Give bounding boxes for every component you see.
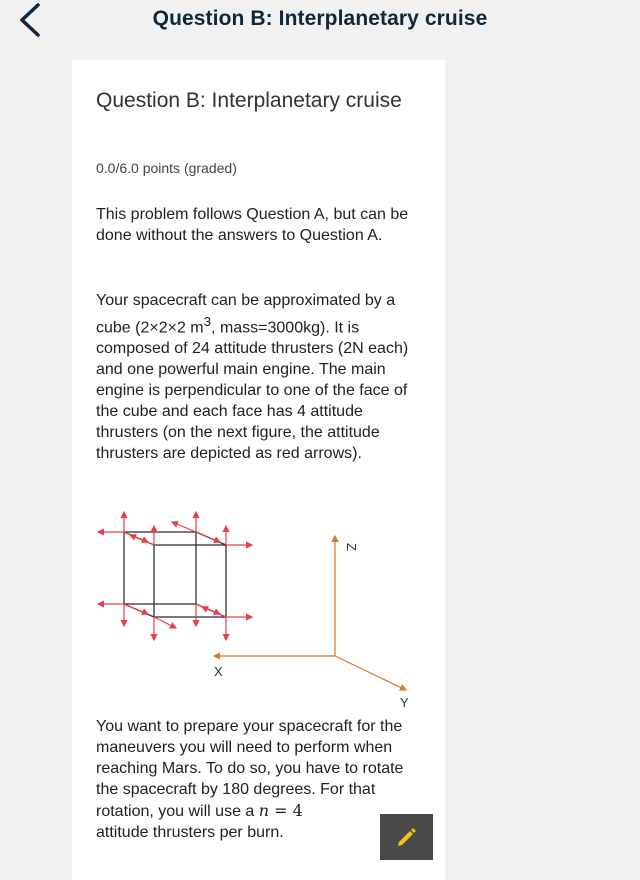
thruster-arrow	[130, 535, 154, 545]
page-title: Question B: Interplanetary cruise	[152, 7, 488, 30]
task-text-1: You want to prepare your spacecraft for the maneuvers you will need to perform when reaching Mars. To do so, you have to rotate the spacecraft by 180 degrees. For that rotation, you will use a	[96, 718, 404, 820]
description-paragraph	[96, 290, 426, 464]
description-text-1: Your spacecraft can be approximated by a cube (2×2×2 m	[96, 292, 396, 337]
cube-outline	[124, 532, 226, 617]
task-text-2: attitude thrusters per burn.	[96, 824, 284, 841]
thruster-arrow	[202, 607, 226, 617]
top-bar	[0, 0, 640, 44]
spacecraft-figure	[96, 508, 436, 708]
thruster-arrow	[196, 532, 220, 542]
thruster-arrow	[124, 604, 148, 614]
axis-x-label: X	[214, 664, 223, 679]
axes	[214, 536, 406, 690]
question-heading: Question B: Interplanetary cruise	[96, 89, 402, 112]
description-superscript: 3	[203, 314, 212, 329]
math-n: n = 4	[258, 801, 303, 820]
question-card	[72, 60, 445, 880]
axis-z-label: Z	[344, 543, 359, 551]
thruster-arrow	[172, 522, 196, 532]
points-status: 0.0/6.0 points (graded)	[96, 160, 237, 176]
edit-button[interactable]	[380, 814, 433, 860]
pencil-icon	[396, 826, 418, 848]
description-text-2: , mass=3000kg). It is composed of 24 attitude thrusters (2N each) and one powerful main engine. The main engine is perpendicular to one of the face of the cube and each face has 4 attitude thrusters (on the next figure, the attitude thrusters are depicted as red arrows).	[96, 319, 409, 463]
axis-y	[335, 656, 406, 690]
axis-y-label: Y	[400, 695, 409, 708]
task-paragraph	[96, 716, 426, 843]
intro-paragraph: This problem follows Question A, but can be done without the answers to Question A.	[96, 206, 409, 244]
thruster-arrow	[154, 617, 176, 628]
thruster-arrows	[98, 512, 252, 640]
